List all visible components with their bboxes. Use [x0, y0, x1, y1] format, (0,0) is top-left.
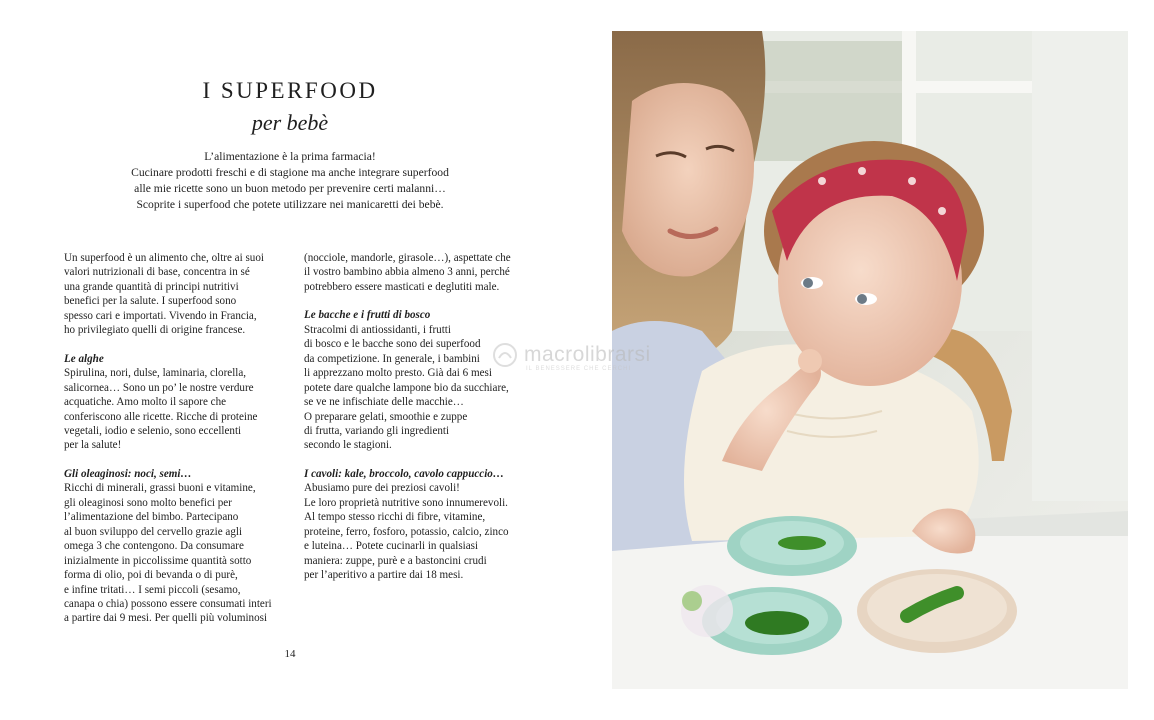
- page-subtitle: per bebè: [251, 110, 329, 135]
- body-line: vegetali, iodio e selenio, sono eccellenti: [64, 424, 242, 437]
- photo-mother-child-superfood: [612, 31, 1128, 689]
- body-line: di frutta, variando gli ingredienti: [304, 424, 450, 437]
- intro-line: Scoprite i superfood che potete utilizzare nei manicaretti dei bebè.: [136, 198, 444, 211]
- body-line: proteine, ferro, fosforo, potassio, calcio, zinco: [304, 525, 509, 538]
- body-line: Al tempo stesso ricchi di fibre, vitamine,: [304, 511, 486, 524]
- photo-illustration: [612, 31, 1128, 689]
- body-line: per la salute!: [64, 439, 122, 452]
- intro-line: Cucinare prodotti freschi e di stagione ma anche integrare superfood: [131, 166, 449, 179]
- body-line: Le loro proprietà nutritive sono innumerevoli.: [304, 496, 508, 509]
- body-line: Ricchi di minerali, grassi buoni e vitamine,: [64, 482, 256, 495]
- body-line: canapa o chia) possono essere consumati interi: [64, 597, 272, 610]
- body-line: salicornea… Sono un po’ le nostre verdure: [64, 381, 254, 394]
- body-line: il vostro bambino abbia almeno 3 anni, perché: [304, 266, 510, 279]
- body-line: omega 3 che contengono. Da consumare: [64, 540, 244, 553]
- intro-paragraph: [98, 149, 482, 213]
- body-line: maniera: zuppe, purè e a bastoncini crudi: [304, 554, 487, 567]
- body-line: e luteina… Potete cucinarli in qualsiasi: [304, 540, 479, 553]
- body-line: l’alimentazione del bimbo. Partecipano: [64, 511, 239, 524]
- intro-line: L’alimentazione è la prima farmacia!: [204, 150, 376, 163]
- body-line: valori nutrizionali di base, concentra in sé: [64, 266, 250, 279]
- text-column-2: [304, 251, 524, 583]
- body-line: forma di olio, poi di bevanda o di purè,: [64, 569, 238, 582]
- body-line: Stracolmi di antiossidanti, i frutti: [304, 323, 451, 336]
- body-line: al buon sviluppo del cervello grazie agli: [64, 525, 243, 538]
- body-line: una grande quantità di principi nutritivi: [64, 280, 239, 293]
- body-line: da competizione. In generale, i bambini: [304, 352, 480, 365]
- body-line: Un superfood è un alimento che, oltre ai suoi: [64, 252, 264, 264]
- body-line: li apprezzano molto presto. Già dai 6 mesi: [304, 367, 492, 380]
- body-line: spesso cari e importati. Vivendo in Francia,: [64, 309, 257, 322]
- body-line: ho privilegiato quelli di origine francese.: [64, 324, 246, 337]
- intro-line: alle mie ricette sono un buon metodo per prevenire certi malanni…: [134, 182, 446, 195]
- body-line: se ve ne infischiate delle macchie…: [304, 396, 464, 409]
- body-line: benefici per la salute. I superfood sono: [64, 295, 237, 308]
- body-line: di bosco e le bacche sono dei superfood: [304, 338, 481, 351]
- body-line: Spirulina, nori, dulse, laminaria, clorella,: [64, 367, 247, 380]
- watermark-subtext: IL BENESSERE CHE CERCHI: [526, 366, 632, 372]
- body-line: potete dare qualche lampone bio da succhiare,: [304, 381, 509, 394]
- body-line: Abusiamo pure dei preziosi cavoli!: [304, 482, 460, 495]
- watermark-text: macrolibrarsi: [524, 343, 651, 366]
- body-line: secondo le stagioni.: [304, 439, 392, 452]
- body-line: inizialmente in piccolissime quantità sotto: [64, 554, 252, 567]
- body-line: potrebbero essere masticati e deglutiti male.: [304, 280, 500, 293]
- body-line: O preparare gelati, smoothie e zuppe: [304, 410, 468, 423]
- page-title: I SUPERFOOD: [202, 78, 378, 103]
- body-line: acquatiche. Amo molto il sapore che: [64, 396, 227, 409]
- watermark: [492, 342, 651, 372]
- body-line: (nocciole, mandorle, girasole…), aspettate che: [304, 252, 511, 264]
- body-line: gli oleaginosi sono molto benefici per: [64, 496, 232, 509]
- body-line: conferiscono alle ricette. Ricche di proteine: [64, 410, 258, 423]
- page-number: 14: [284, 648, 296, 660]
- section-heading-bacche: Le bacche e i frutti di bosco: [304, 309, 431, 322]
- text-column-1: [64, 251, 279, 626]
- section-heading-oleaginosi: Gli oleaginosi: noci, semi…: [64, 467, 192, 480]
- section-heading-alghe: Le alghe: [64, 352, 104, 365]
- watermark-logo-icon: [492, 342, 518, 368]
- section-heading-cavoli: I cavoli: kale, broccolo, cavolo cappuccio…: [304, 467, 504, 480]
- body-line: e infine tritati… I semi piccoli (sesamo,: [64, 583, 241, 596]
- body-line: a partire dai 9 mesi. Per quelli più voluminosi: [64, 612, 268, 625]
- body-line: per l’aperitivo a partire dai 18 mesi.: [304, 569, 464, 582]
